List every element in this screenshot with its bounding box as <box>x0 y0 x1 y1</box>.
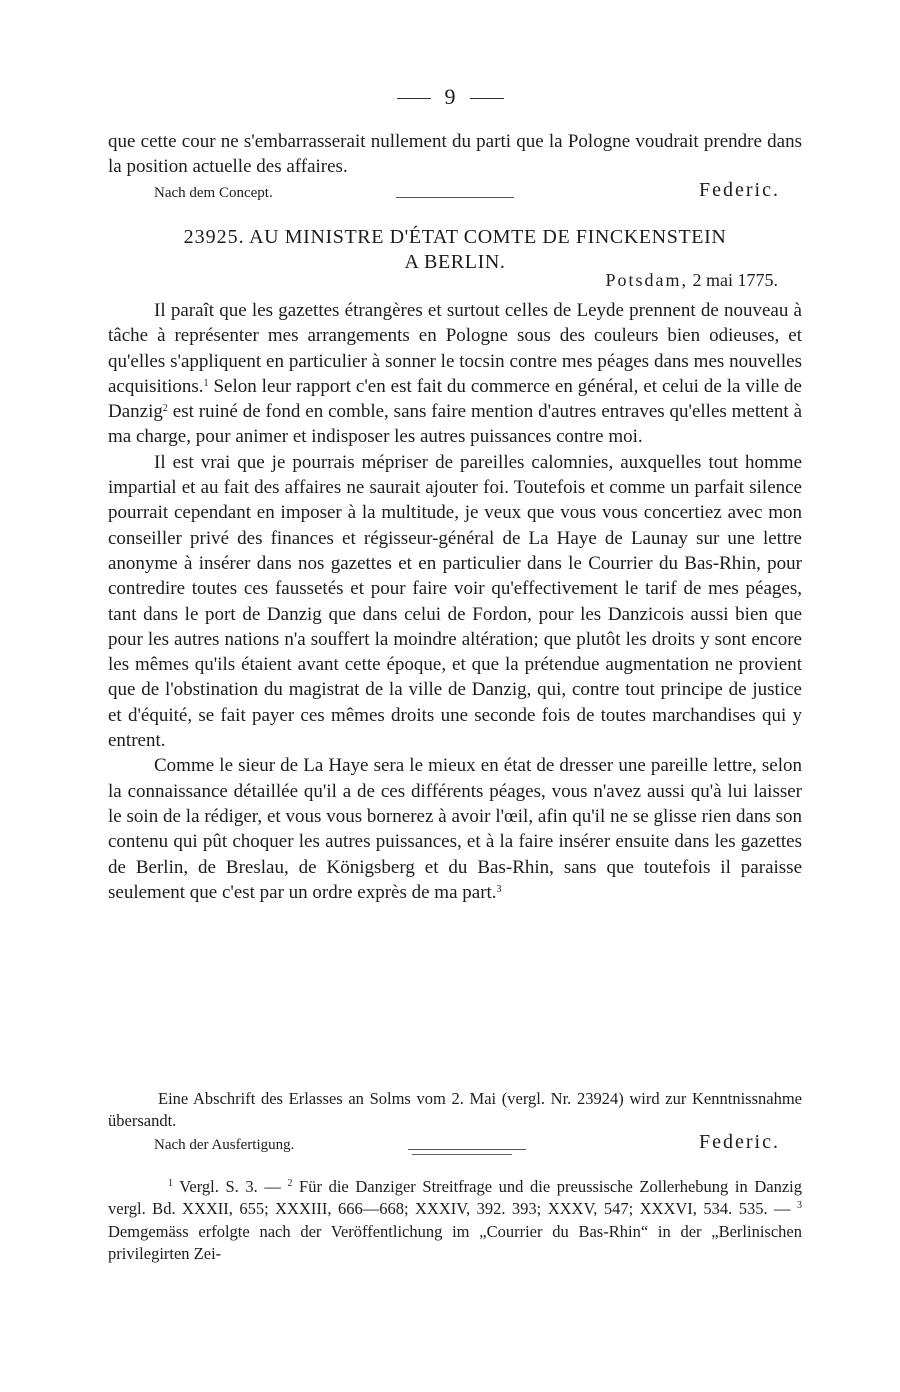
footnote-marker: 2 <box>162 403 168 415</box>
page-header <box>0 84 900 110</box>
header-rule-left <box>397 98 431 99</box>
source-note: Nach dem Concept. <box>154 185 273 201</box>
source-note: Nach der Ausfertigung. <box>154 1137 295 1153</box>
paragraph-1: Il paraît que les gazettes étrangères et surtout celles de Leyde prennent de nouveau à tâche à représenter mes arrangements en Pologne sous des couleurs bien odieuses, et qu'elles s'appliquent en particulier à sonner le tocsin contre mes péages dans mes nouvelles acquisitions.$^1$ Selon leur rapport c'en est fait du commerce en général, et celui de la ville de Danzig$^2$ est ruiné de fond en comble, sans faire mention d'autres entraves qu'elles mettent à ma charge, pour animer et indisposer les autres puissances contre moi. <box>108 300 802 448</box>
footnote-text: Vergl. S. 3. — <box>173 1177 288 1196</box>
footnote-number: 3 <box>797 1200 802 1212</box>
letter-body <box>108 298 802 905</box>
heading-line-1: AU MINISTRE D'ÉTAT COMTE DE FINCKENSTEIN <box>249 226 727 248</box>
signature-block-1 <box>108 176 802 204</box>
footnote-marker: 3 <box>496 883 502 895</box>
signature-name: Federic. <box>699 1131 780 1153</box>
signature-rule <box>408 1149 526 1150</box>
page-number: 9 <box>444 84 456 109</box>
footnote-text: Demgemäss erfolgte nach der Veröffentlichung im „Courrier du Bas-Rhin“ in der „Berlinischen privilegirten Zei- <box>108 1221 802 1264</box>
continuation-text: que cette cour ne s'embarrasserait nullement du parti que la Pologne voudrait prendre dans la position actuelle des affaires. <box>108 131 802 178</box>
header-rule-right <box>470 98 504 99</box>
paragraph-3: Comme le sieur de La Haye sera le mieux en état de dresser une pareille lettre, selon la connaissance détaillée qu'il a de ces différents péages, vous n'avez aussi qu'à lui laisser le soin de la rédiger, et vous vous bornerez à avoir l'œil, afin qu'il ne se glisse rien dans son contenu qui pût choquer les autres puissances, et à la faire insérer ensuite dans les gazettes de Berlin, de Breslau, de Königsberg et du Bas-Rhin, sans que toutefois il paraisse seulement que c'est par un ordre exprès de ma part.$^3$ <box>108 755 802 903</box>
date: 2 mai 1775. <box>692 270 778 290</box>
place: Potsdam, <box>605 270 688 290</box>
footnotes <box>108 1176 802 1266</box>
heading-line-2: A BERLIN. <box>404 251 506 273</box>
footnote-text: Für die Danziger Streitfrage und die preussische Zollerhebung in Danzig vergl. Bd. XXXII, 655; XXXIII, 666—668; XXXIV, 392. 393; XXXV, 547; XXXVI, 534. 535. — <box>108 1177 802 1219</box>
footnote-marker: 1 <box>203 377 209 389</box>
paragraph-2: Il est vrai que je pourrais mépriser de pareilles calomnies, auxquelles tout homme impartial et au fait des affaires ne saurait ajouter foi. Toutefois et comme un parfait silence pourrait cependant en imposer à la multitude, je veux que vous vous concertiez avec mon conseiller privé des finances et régisseur-général de La Haye de Launay sur une lettre anonyme à insérer dans nos gazettes et en particulier dans le Courrier du Bas-Rhin, pour contredire toutes ces faussetés et pour faire voir qu'effectivement le tarif de mes péages, tant dans le port de Danzig que dans celui de Fordon, pour les Danzicois aussi bien que pour les autres nations n'a souffert la moindre altération; que plutôt les droits y sont encore les mêmes qu'ils étaient avant cette époque, et que la prétendue augmentation ne provient que de l'obstination du magistrat de la ville de Danzig, qui, contre tout principe de justice et d'équité, se fait payer ces mêmes droits une seconde fois de toutes marchandises qui y entrent. <box>108 451 802 752</box>
signature-block-2 <box>108 1128 802 1156</box>
place-date <box>605 270 778 291</box>
footnote-number: 2 <box>287 1178 293 1189</box>
footnote-number: 1 <box>168 1178 173 1189</box>
signature-rule <box>396 197 514 198</box>
signature-name: Federic. <box>699 179 780 201</box>
footnote-separator <box>412 1154 512 1155</box>
document-number: 23925. <box>183 226 245 248</box>
document-heading <box>108 225 802 275</box>
abschrift-note: Eine Abschrift des Erlasses an Solms vom 2. Mai (vergl. Nr. 23924) wird zur Kenntnissnahme übersandt. <box>108 1089 802 1130</box>
